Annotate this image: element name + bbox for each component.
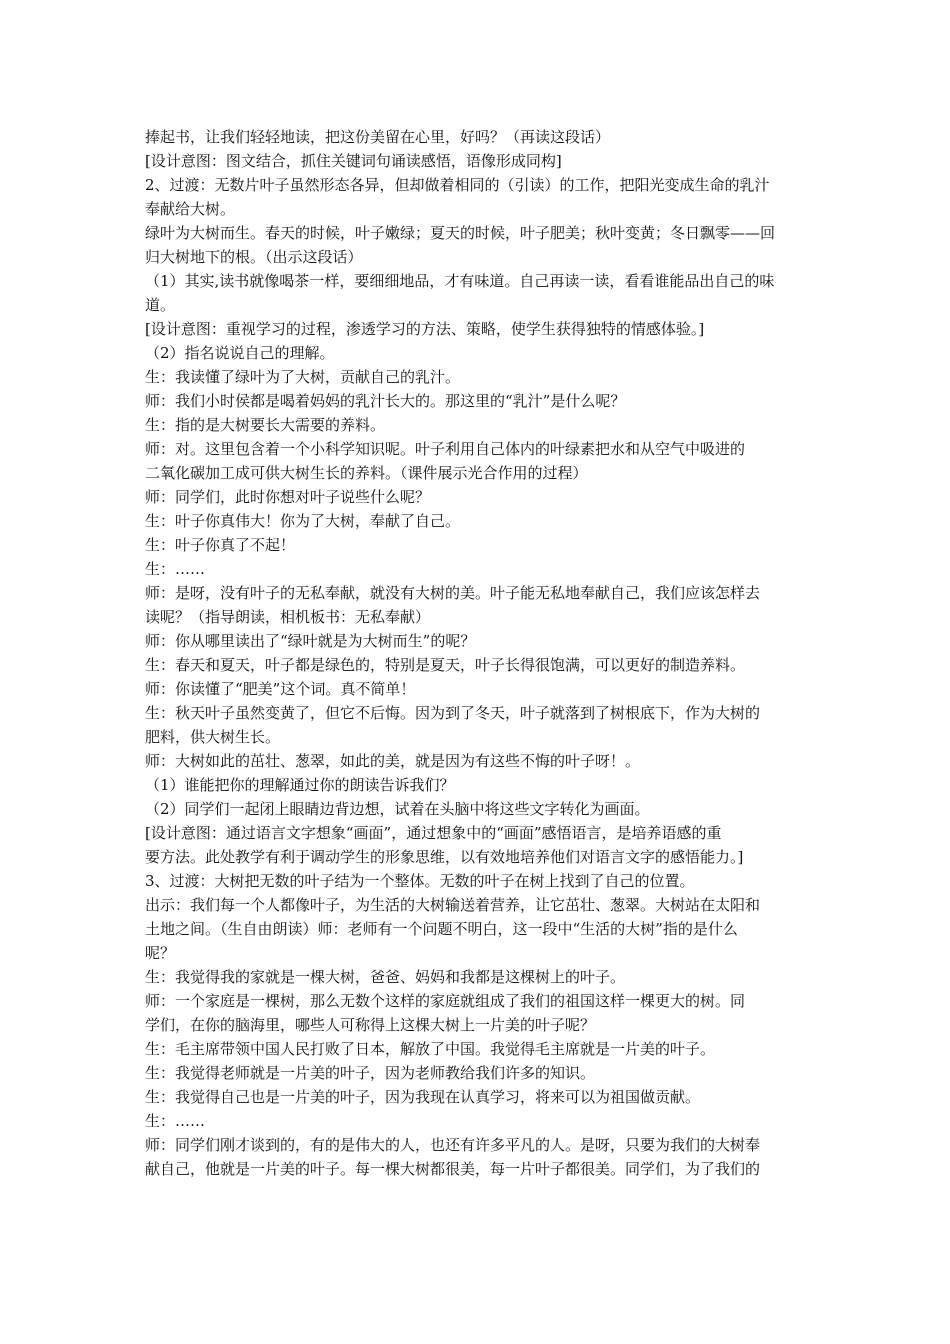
text-line: 生：叶子你真伟大！你为了大树，奉献了自己。 <box>145 512 461 530</box>
text-line: 呢？ <box>145 944 176 962</box>
text-line: 道。 <box>145 296 176 314</box>
text-line: 生：…… <box>145 560 206 578</box>
text-line: 绿叶为大树而生。春天的时候，叶子嫩绿；夏天的时候，叶子肥美；秋叶变黄；冬日飘零——回 <box>145 224 776 242</box>
text-line: 师：我们小时侯都是喝着妈妈的乳汁长大的。那这里的“乳汁”是什么呢？ <box>145 392 626 410</box>
text-line: [设计意图：图文结合，抓住关键词句诵读感悟，语像形成同构] <box>145 152 562 170</box>
text-line: 生：指的是大树要长大需要的养料。 <box>145 416 386 434</box>
document-body <box>145 125 810 1181</box>
text-line: 生：叶子你真了不起！ <box>145 536 296 554</box>
text-line: 二氧化碳加工成可供大树生长的养料。（课件展示光合作用的过程） <box>145 464 588 482</box>
text-line: 捧起书，让我们轻轻地读，把这份美留在心里，好吗？（再读这段话） <box>145 128 611 146</box>
text-line: 师：同学们刚才谈到的，有的是伟大的人，也还有许多平凡的人。是呀，只要为我们的大树奉 <box>145 1136 761 1154</box>
text-line: 师：是呀，没有叶子的无私奉献，就没有大树的美。叶子能无私地奉献自己，我们应该怎样去 <box>145 584 761 602</box>
text-line: 肥料，供大树生长。 <box>145 728 281 746</box>
text-line: 生：毛主席带领中国人民打败了日本，解放了中国。我觉得毛主席就是一片美的叶子。 <box>145 1040 716 1058</box>
text-line: 师：同学们，此时你想对叶子说些什么呢？ <box>145 488 431 506</box>
text-line: 学们，在你的脑海里，哪些人可称得上这棵大树上一片美的叶子呢？ <box>145 1016 596 1034</box>
text-line: 奉献给大树。 <box>145 200 236 218</box>
text-line: 要方法。此处教学有利于调动学生的形象思维，以有效地培养他们对语言文字的感悟能力。] <box>145 848 744 866</box>
text-line: 生：我觉得老师就是一片美的叶子，因为老师教给我们许多的知识。 <box>145 1064 596 1082</box>
text-line: 师：大树如此的茁壮、葱翠，如此的美，就是因为有这些不悔的叶子呀！。 <box>145 752 641 770</box>
text-line: [设计意图：通过语言文字想象“画面”，通过想象中的“画面”感悟语言，是培养语感的重 <box>145 824 722 842</box>
text-line: 师：你读懂了“肥美”这个词。真不简单！ <box>145 680 416 698</box>
text-line: 师：一个家庭是一棵树，那么无数个这样的家庭就组成了我们的祖国这样一棵更大的树。同 <box>145 992 746 1010</box>
text-line: 读呢？（指导朗读，相机板书：无私奉献） <box>145 608 431 626</box>
text-line: 生：我读懂了绿叶为了大树，贡献自己的乳汁。 <box>145 368 461 386</box>
text-line: （2）指名说说自己的理解。 <box>145 344 335 362</box>
text-line: （2）同学们一起闭上眼睛边背边想，试着在头脑中将这些文字转化为画面。 <box>145 800 650 818</box>
text-line: 师：对。这里包含着一个小科学知识呢。叶子利用自己体内的叶绿素把水和从空气中吸进的 <box>145 440 746 458</box>
text-line: 2、过渡：无数片叶子虽然形态各异，但却做着相同的（引读）的工作，把阳光变成生命的乳汁 <box>145 176 770 194</box>
text-line: 出示：我们每一个人都像叶子，为生活的大树输送着营养，让它茁壮、葱翠。大树站在太阳和 <box>145 896 761 914</box>
text-line: 献自己，他就是一片美的叶子。每一棵大树都很美，每一片叶子都很美。同学们，为了我们的 <box>145 1160 761 1178</box>
text-line: 生：我觉得我的家就是一棵大树，爸爸、妈妈和我都是这棵树上的叶子。 <box>145 968 626 986</box>
text-line: 师：你从哪里读出了“绿叶就是为大树而生”的呢？ <box>145 632 476 650</box>
text-line: 生：秋天叶子虽然变黄了，但它不后悔。因为到了冬天，叶子就落到了树根底下，作为大树的 <box>145 704 761 722</box>
text-line: 生：我觉得自己也是一片美的叶子，因为我现在认真学习，将来可以为祖国做贡献。 <box>145 1088 701 1106</box>
text-line: 生：…… <box>145 1112 206 1130</box>
text-line: [设计意图：重视学习的过程，渗透学习的方法、策略，使学生获得独特的情感体验。] <box>145 320 705 338</box>
text-line: 归大树地下的根。（出示这段话） <box>145 248 363 266</box>
text-line: 土地之间。（生自由朗读）师：老师有一个问题不明白，这一段中“生活的大树”指的是什么 <box>145 920 738 938</box>
text-line: 3、过渡：大树把无数的叶子结为一个整体。无数的叶子在树上找到了自己的位置。 <box>145 872 695 890</box>
text-line: （1）谁能把你的理解通过你的朗读告诉我们？ <box>145 776 455 794</box>
text-line: （1）其实,读书就像喝茶一样，要细细地品，才有味道。自己再读一读，看看谁能品出自己的味 <box>145 272 775 290</box>
text-line: 生：春天和夏天，叶子都是绿色的，特别是夏天，叶子长得很饱满，可以更好的制造养料。 <box>145 656 746 674</box>
